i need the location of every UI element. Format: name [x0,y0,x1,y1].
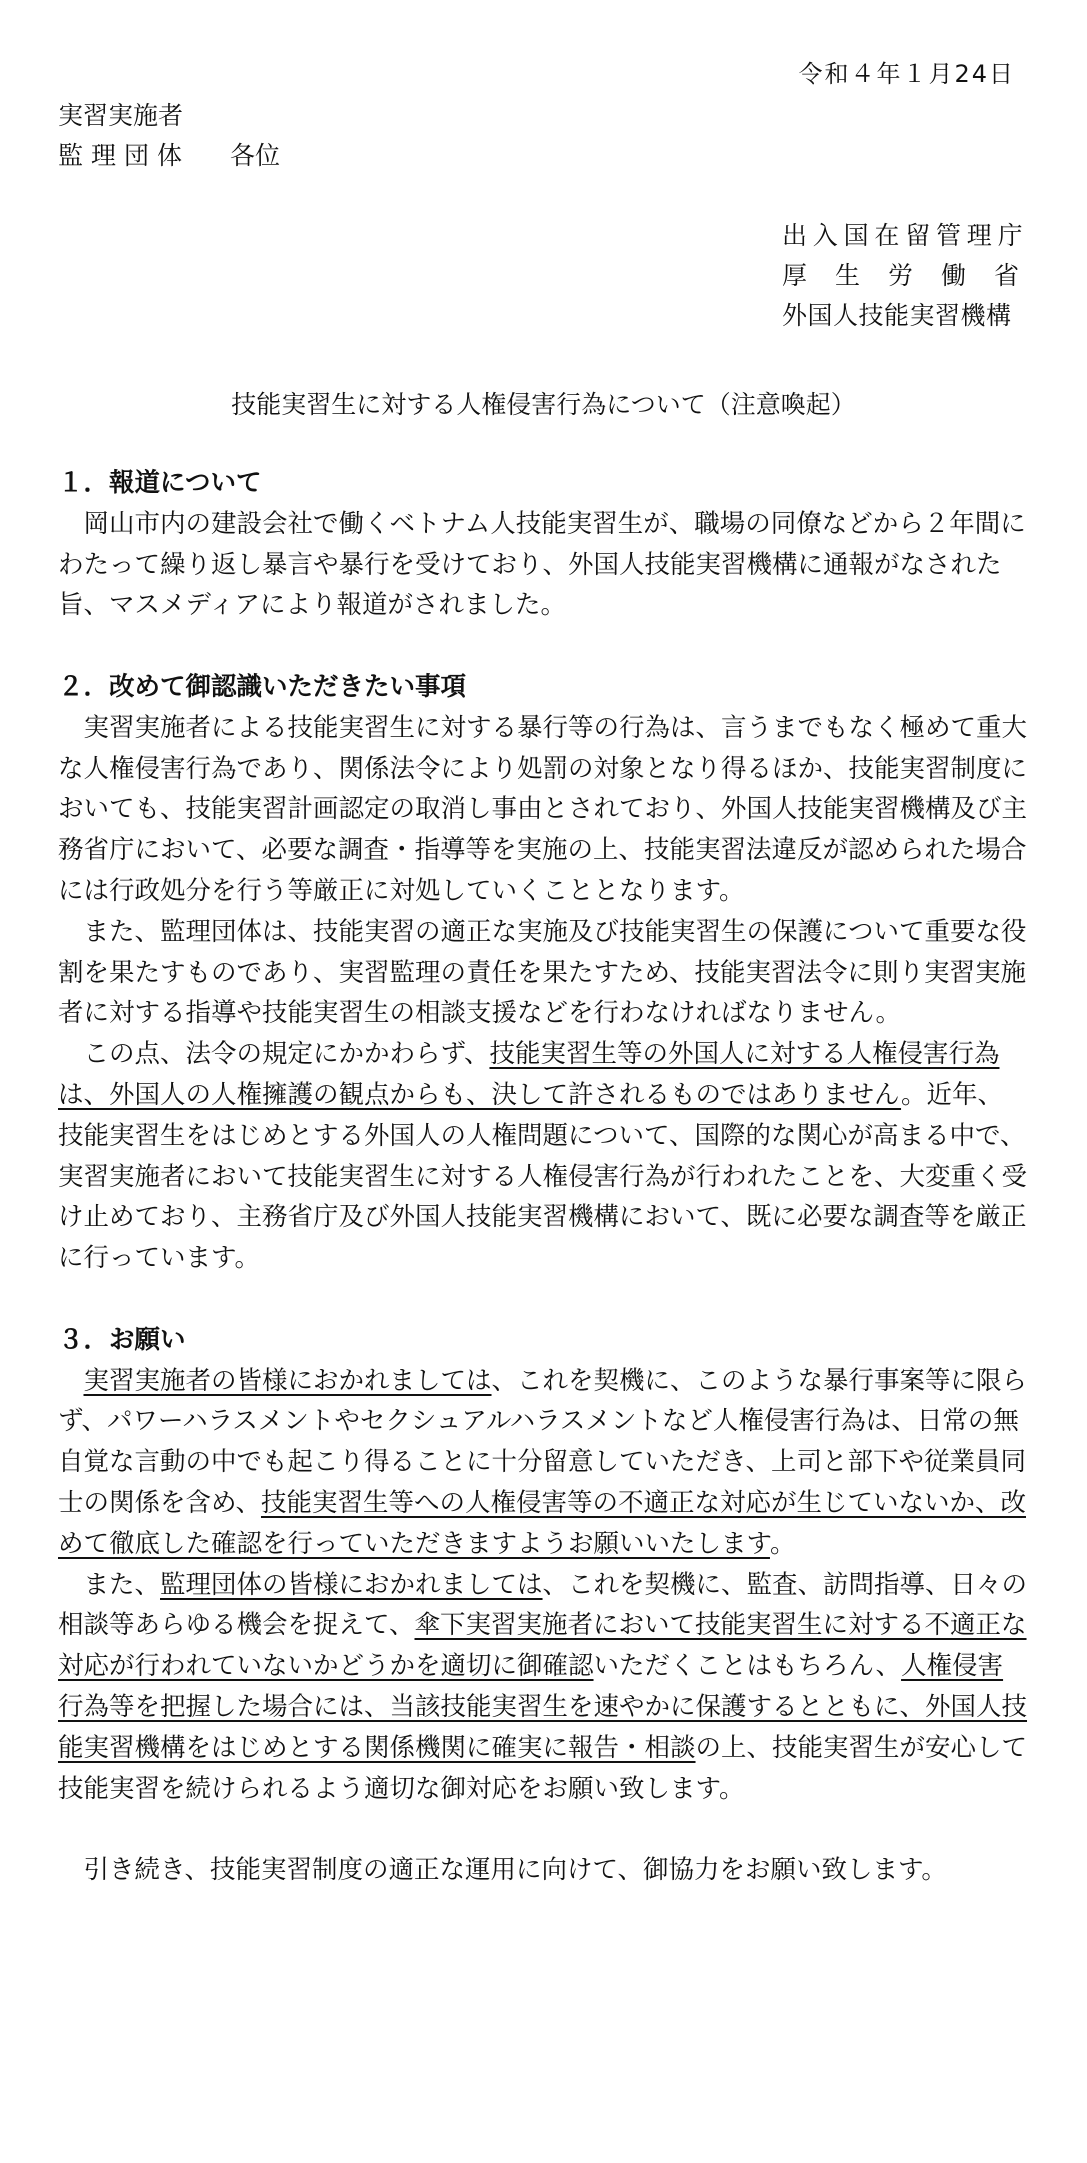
section-2-paragraph-2: また、監理団体は、技能実習の適正な実施及び技能実習生の保護について重要な役割を果たすものであり、実習監理の責任を果たすため、技能実習法令に則り実習実施者に対する指導や技能実習生の相談支援などを行わなければなりません。 [58,916,1027,1029]
section-1-heading: １．報道について [58,468,262,498]
document-body [58,463,1028,1891]
underlined-text-run: 技能実習生等への人権侵害等の不適正な対応が生じていないか、改めて徹底した確認を行っていただきますようお願いいたします [58,1487,1026,1559]
section-2-paragraph-3 [58,1034,1028,1279]
addressee-line-2 [58,136,280,176]
underlined-text-run: 傘下実習実施者において技能実習生に対する不適正な対応が行われていないかどうかを適切に御確認 [58,1610,1027,1682]
text-run: この点、法令の規定にかかわらず、 [83,1039,490,1070]
underlined-text-run: 実習実施者の皆様におかれましては [83,1365,492,1396]
section-1-paragraph: 岡山市内の建設会社で働くベトナム人技能実習生が、職場の同僚などから２年間にわたって繰り返し暴言や暴行を受けており、外国人技能実習機構に通報がなされた旨、マスメディアにより報道がされました。 [58,508,1026,621]
section-3-paragraph-2 [58,1565,1028,1810]
text-run: いただくことはもちろん、 [593,1651,902,1682]
sender-line-2: 厚生労働省 [782,261,1048,290]
section-3-paragraph-1 [58,1361,1028,1565]
section-spacer [58,1809,1028,1850]
section-2-heading: ２．改めて御認識いただきたい事項 [58,671,467,702]
section-spacer [58,626,1028,667]
sender-block [782,216,1048,336]
section-2-paragraph-1: 実習実施者による技能実習生に対する暴行等の行為は、言うまでもなく極めて重大な人権侵害行為であり、関係法令により処罰の対象となり得るほか、技能実習制度においても、技能実習計画認定の取消し事由とされており、外国人技能実習機構及び主務省庁において、必要な調査・指導等を実施の上、技能実習法違反が認められた場合には行政処分を行う等厳正に対処していくこととなります。 [58,712,1028,906]
underlined-text-run: 人権侵害行為等を把握した場合には、当該技能実習生を速やかに保護するとともに、外国人技能実習機構をはじめとする関係機関に確実に報告・相談 [58,1651,1028,1763]
text-run: また、 [83,1569,161,1600]
addressee-block [58,96,280,176]
text-run: 。近年、技能実習生をはじめとする外国人の人権問題について、国際的な関心が高まる中で、実習実施者において技能実習生に対する人権侵害行為が行われたことを、大変重く受け止めており、主務省庁及び外国人技能実習機構において、既に必要な調査等を厳正に行っています。 [58,1079,1028,1274]
closing-sentence: 引き続き、技能実習制度の適正な運用に向けて、御協力をお願い致します。 [83,1855,947,1886]
sender-line-3: 外国人技能実習機構 [782,301,1012,330]
section-spacer [58,1279,1028,1320]
text-run: の上、技能実習生が安心して技能実習を続けられるよう適切な御対応をお願い致します。 [58,1732,1028,1804]
text-run: 。 [769,1528,796,1559]
addressee-organization: 監理団体 [58,141,191,170]
underlined-text-run: 技能実習生等の外国人に対する人権侵害行為は、外国人の人権擁護の観点からも、決して許されるものではありません [58,1039,1000,1110]
addressee-honorific: 各位 [230,141,281,170]
addressee-line-1: 実習実施者 [58,101,184,130]
document-date: 令和４年１月24日 [798,60,1015,88]
text-run: 、これを契機に、このような暴行事案等に限らず、パワーハラスメントやセクシュアルハラスメントなど人権侵害行為は、日常の無自覚な言動の中でも起こり得ることに十分留意していただき、上司と部下や従業員同士の関係を含め、 [58,1365,1028,1518]
section-3-heading: ３．お願い [58,1324,186,1355]
text-run: 、これを契機に、監査、訪問指導、日々の相談等あらゆる機会を捉えて、 [58,1569,1028,1641]
document-title: 技能実習生に対する人権侵害行為について（注意喚起） [231,390,856,419]
underlined-text-run: 監理団体の皆様におかれましては [160,1569,543,1600]
sender-line-1: 出入国在留管理庁 [782,221,1029,250]
